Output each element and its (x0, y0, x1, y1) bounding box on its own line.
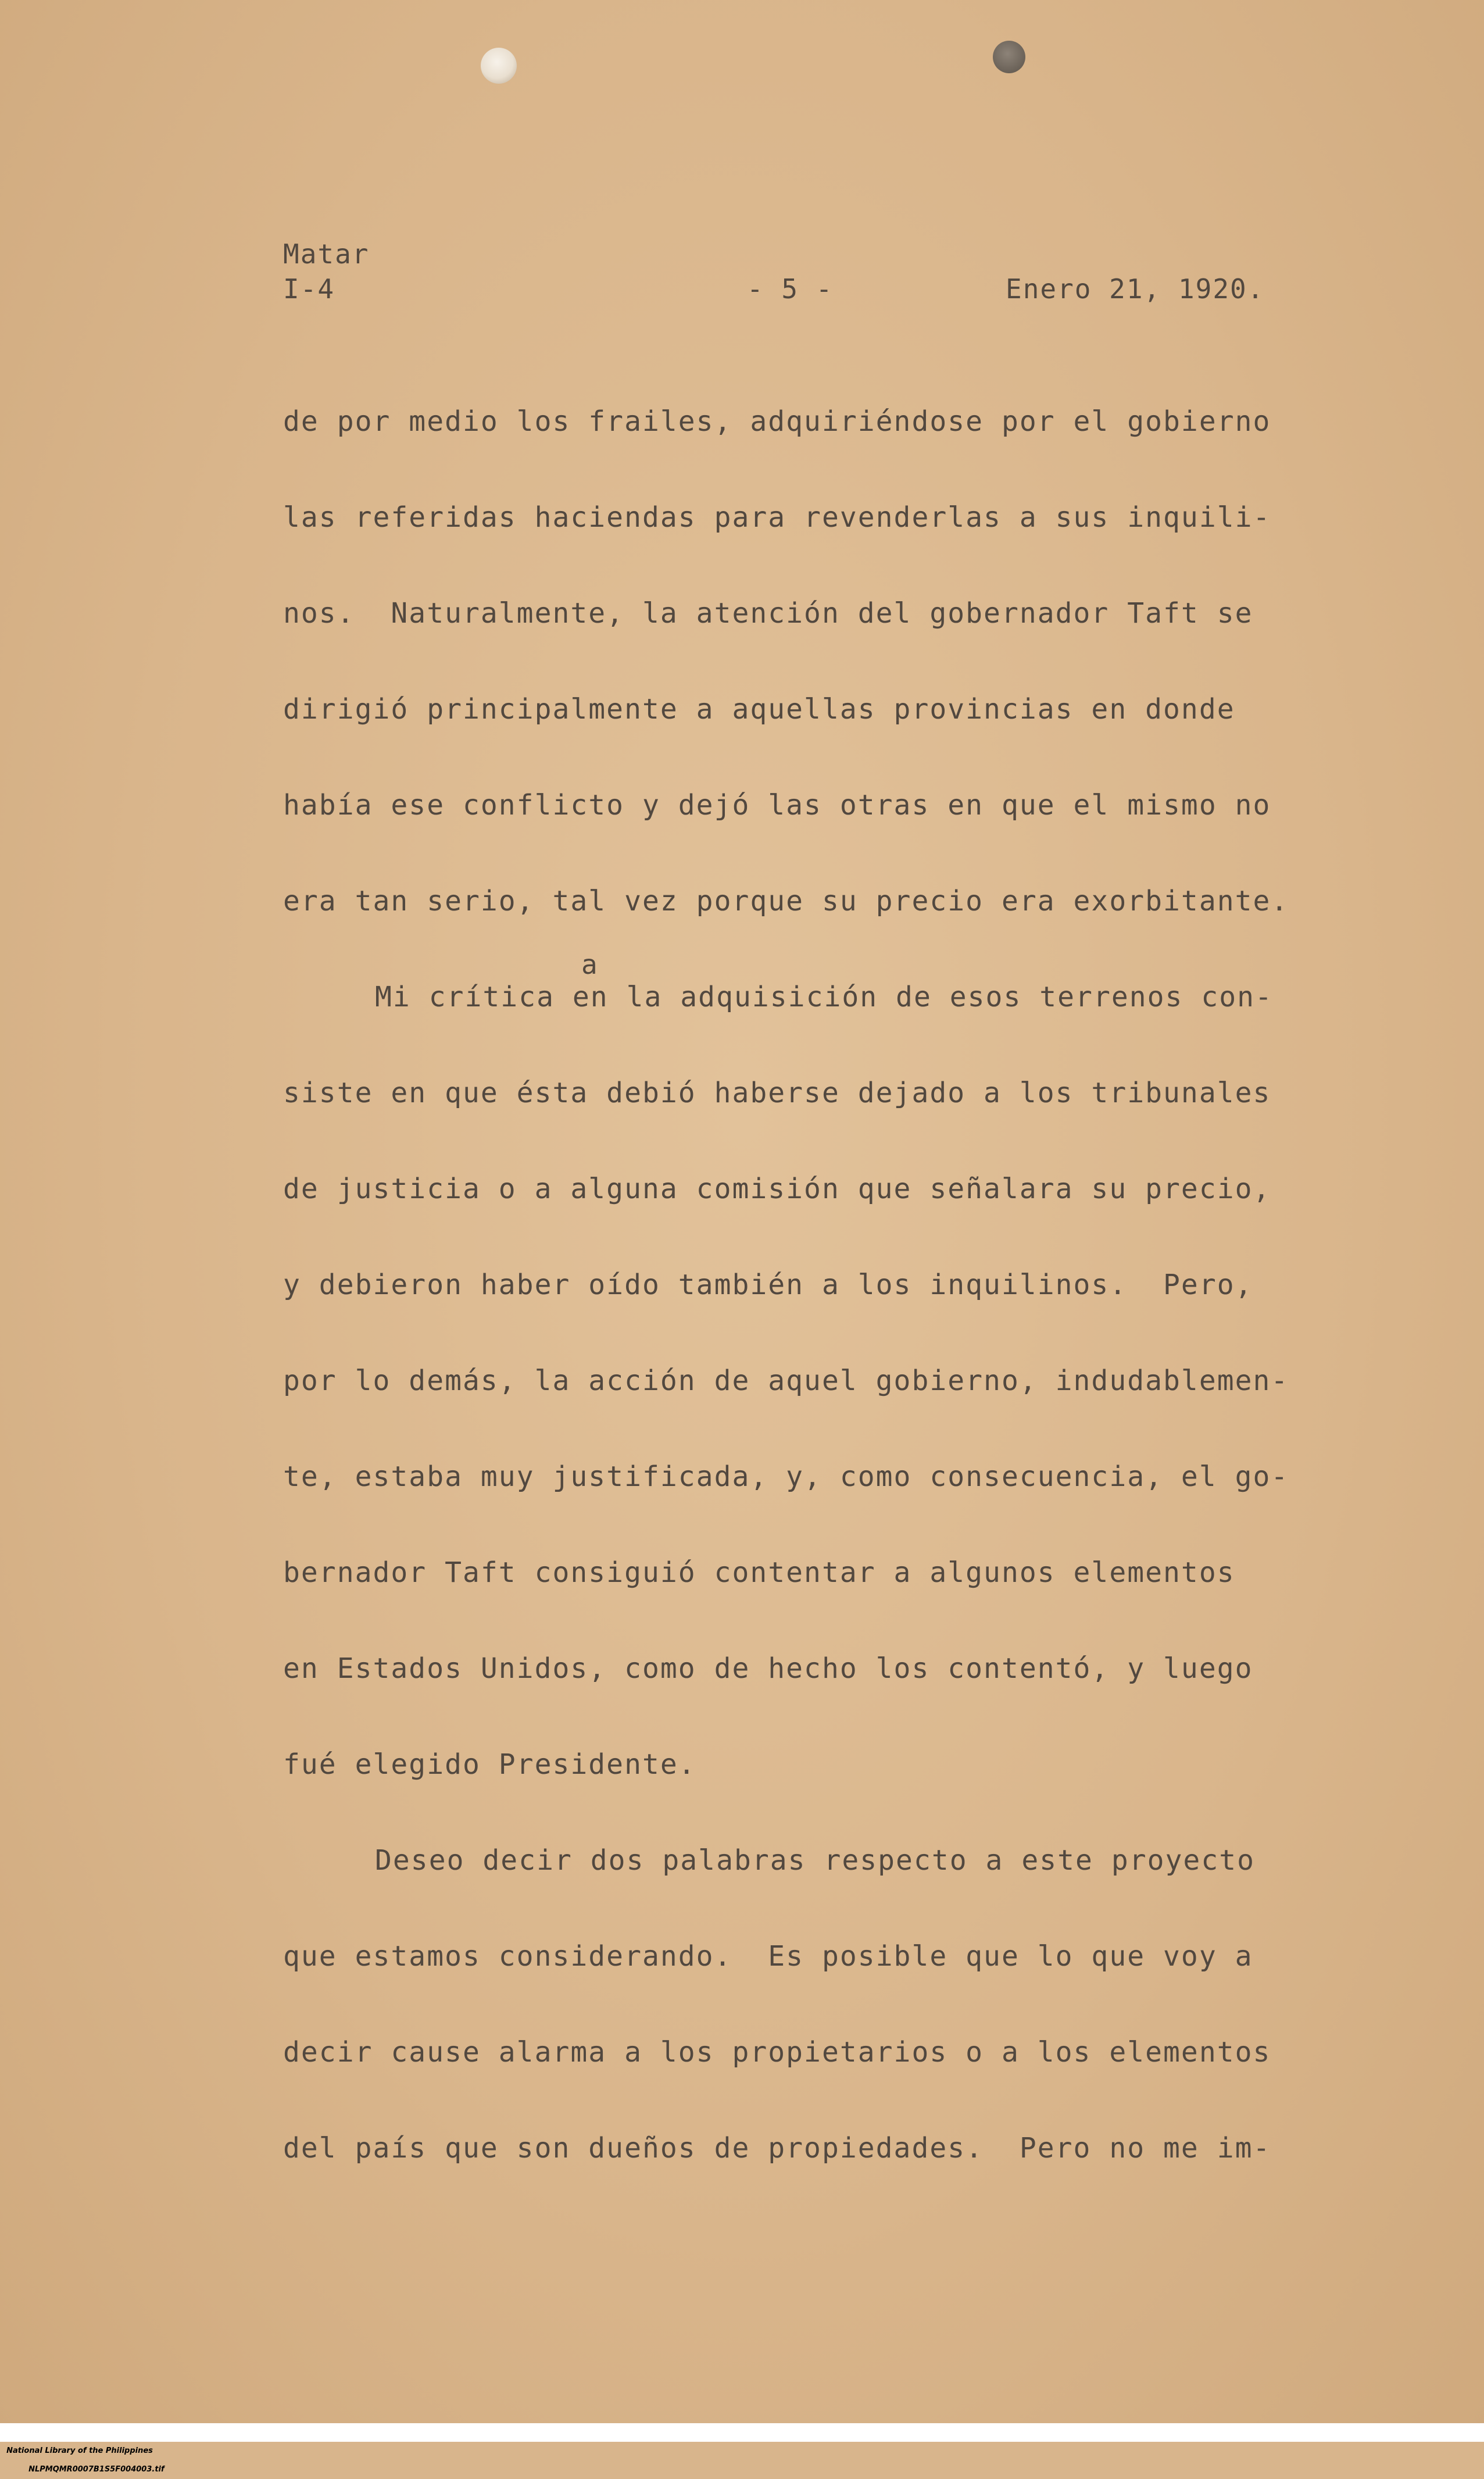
text-line: dirigió principalmente a aquellas provincias en donde (283, 693, 1235, 726)
header-reel: I-4 (283, 273, 335, 305)
text-line: siste en que ésta debió haberse dejado a los tribunales (283, 1077, 1271, 1109)
text-line: las referidas haciendas para revenderlas a sus inquili- (283, 501, 1271, 534)
text-line: bernador Taft consiguió contentar a algunos elementos (283, 1556, 1235, 1589)
punch-hole-right (993, 41, 1025, 73)
text-line: Deseo decir dos palabras respecto a este proyecto (375, 1844, 1256, 1877)
text-line: había ese conflicto y dejó las otras en que el mismo no (283, 789, 1271, 821)
text-line: y debieron haber oído también a los inquilinos. Pero, (283, 1269, 1253, 1301)
text-line: fué elegido Presidente. (283, 1748, 696, 1781)
text-line: era tan serio, tal vez porque su precio era exorbitante. (283, 885, 1289, 917)
text-line: de por medio los frailes, adquiriéndose por el gobierno (283, 405, 1271, 438)
text-line: te, estaba muy justificada, y, como consecuencia, el go- (283, 1460, 1289, 1493)
footer-file-id: NLPMQMR0007B1S5F004003.tif (28, 2465, 165, 2474)
scan-footer (0, 2423, 1484, 2474)
header-speaker: Matar (283, 238, 370, 270)
text-line: Mi crítica en la adquisición de esos terrenos con- (375, 981, 1273, 1013)
handwritten-insertion: a (581, 949, 599, 980)
text-line: decir cause alarma a los propietarios o a los elementos (283, 2036, 1271, 2069)
punch-hole-left (481, 48, 517, 84)
header-page-number: - 5 - (747, 273, 834, 305)
header-date: Enero 21, 1920. (1006, 273, 1265, 305)
text-line: que estamos considerando. Es posible que lo que voy a (283, 1940, 1253, 1973)
footer-library: National Library of the Philippines (6, 2446, 153, 2455)
text-line: del país que son dueños de propiedades. Pero no me im- (283, 2132, 1271, 2164)
text-line: por lo demás, la acción de aquel gobierno, indudablemen- (283, 1364, 1289, 1397)
text-line: en Estados Unidos, como de hecho los contentó, y luego (283, 1652, 1253, 1685)
text-line: nos. Naturalmente, la atención del gobernador Taft se (283, 597, 1253, 630)
text-line: de justicia o a alguna comisión que señalara su precio, (283, 1173, 1271, 1205)
